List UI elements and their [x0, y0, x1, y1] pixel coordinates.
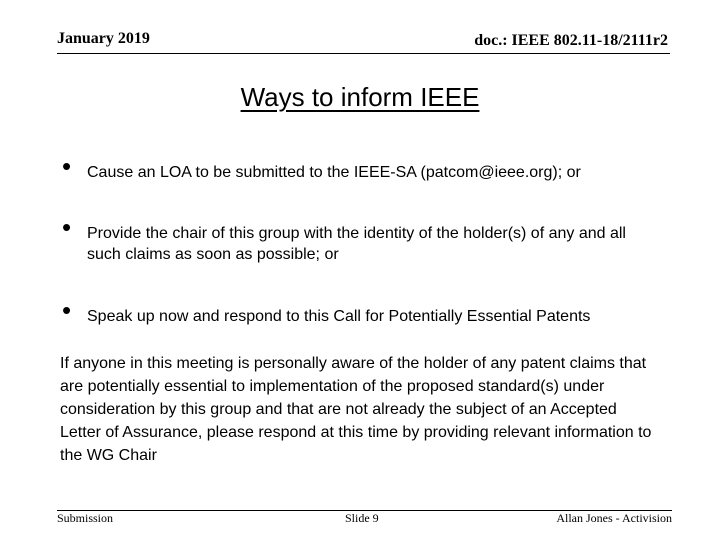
body-paragraph: If anyone in this meeting is personally aware of the holder of any patent claims that are potentially essential to implementation of the proposed standard(s) under consideration by this group and that are not already the subject of an Accepted Letter of Assurance, please respond at this time by providing relevant information to the WG Chair — [60, 355, 652, 464]
header-doc-id: doc.: IEEE 802.11-18/2111r2 — [474, 32, 668, 49]
slide-title: Ways to inform IEEE — [240, 82, 480, 112]
header-divider — [57, 53, 670, 54]
bullet-icon: • — [62, 212, 72, 242]
bullet-item — [62, 212, 662, 265]
bullet-item — [62, 295, 662, 327]
bullet-item — [62, 151, 662, 183]
bullet-text: Provide the chair of this group with the identity of the holder(s) of any and all such claims as soon as possible; or — [87, 225, 626, 263]
footer-author: Allan Jones - Activision — [556, 511, 672, 525]
bullet-text: Speak up now and respond to this Call for Potentially Essential Patents — [87, 308, 591, 325]
footer-slide-number: Slide 9 — [345, 511, 379, 525]
header-date: January 2019 — [57, 30, 150, 47]
bullet-icon: • — [62, 295, 72, 325]
bullet-text: Cause an LOA to be submitted to the IEEE-SA (patcom@ieee.org); or — [87, 164, 581, 181]
footer-submission: Submission — [57, 511, 114, 525]
bullet-icon: • — [62, 151, 72, 181]
